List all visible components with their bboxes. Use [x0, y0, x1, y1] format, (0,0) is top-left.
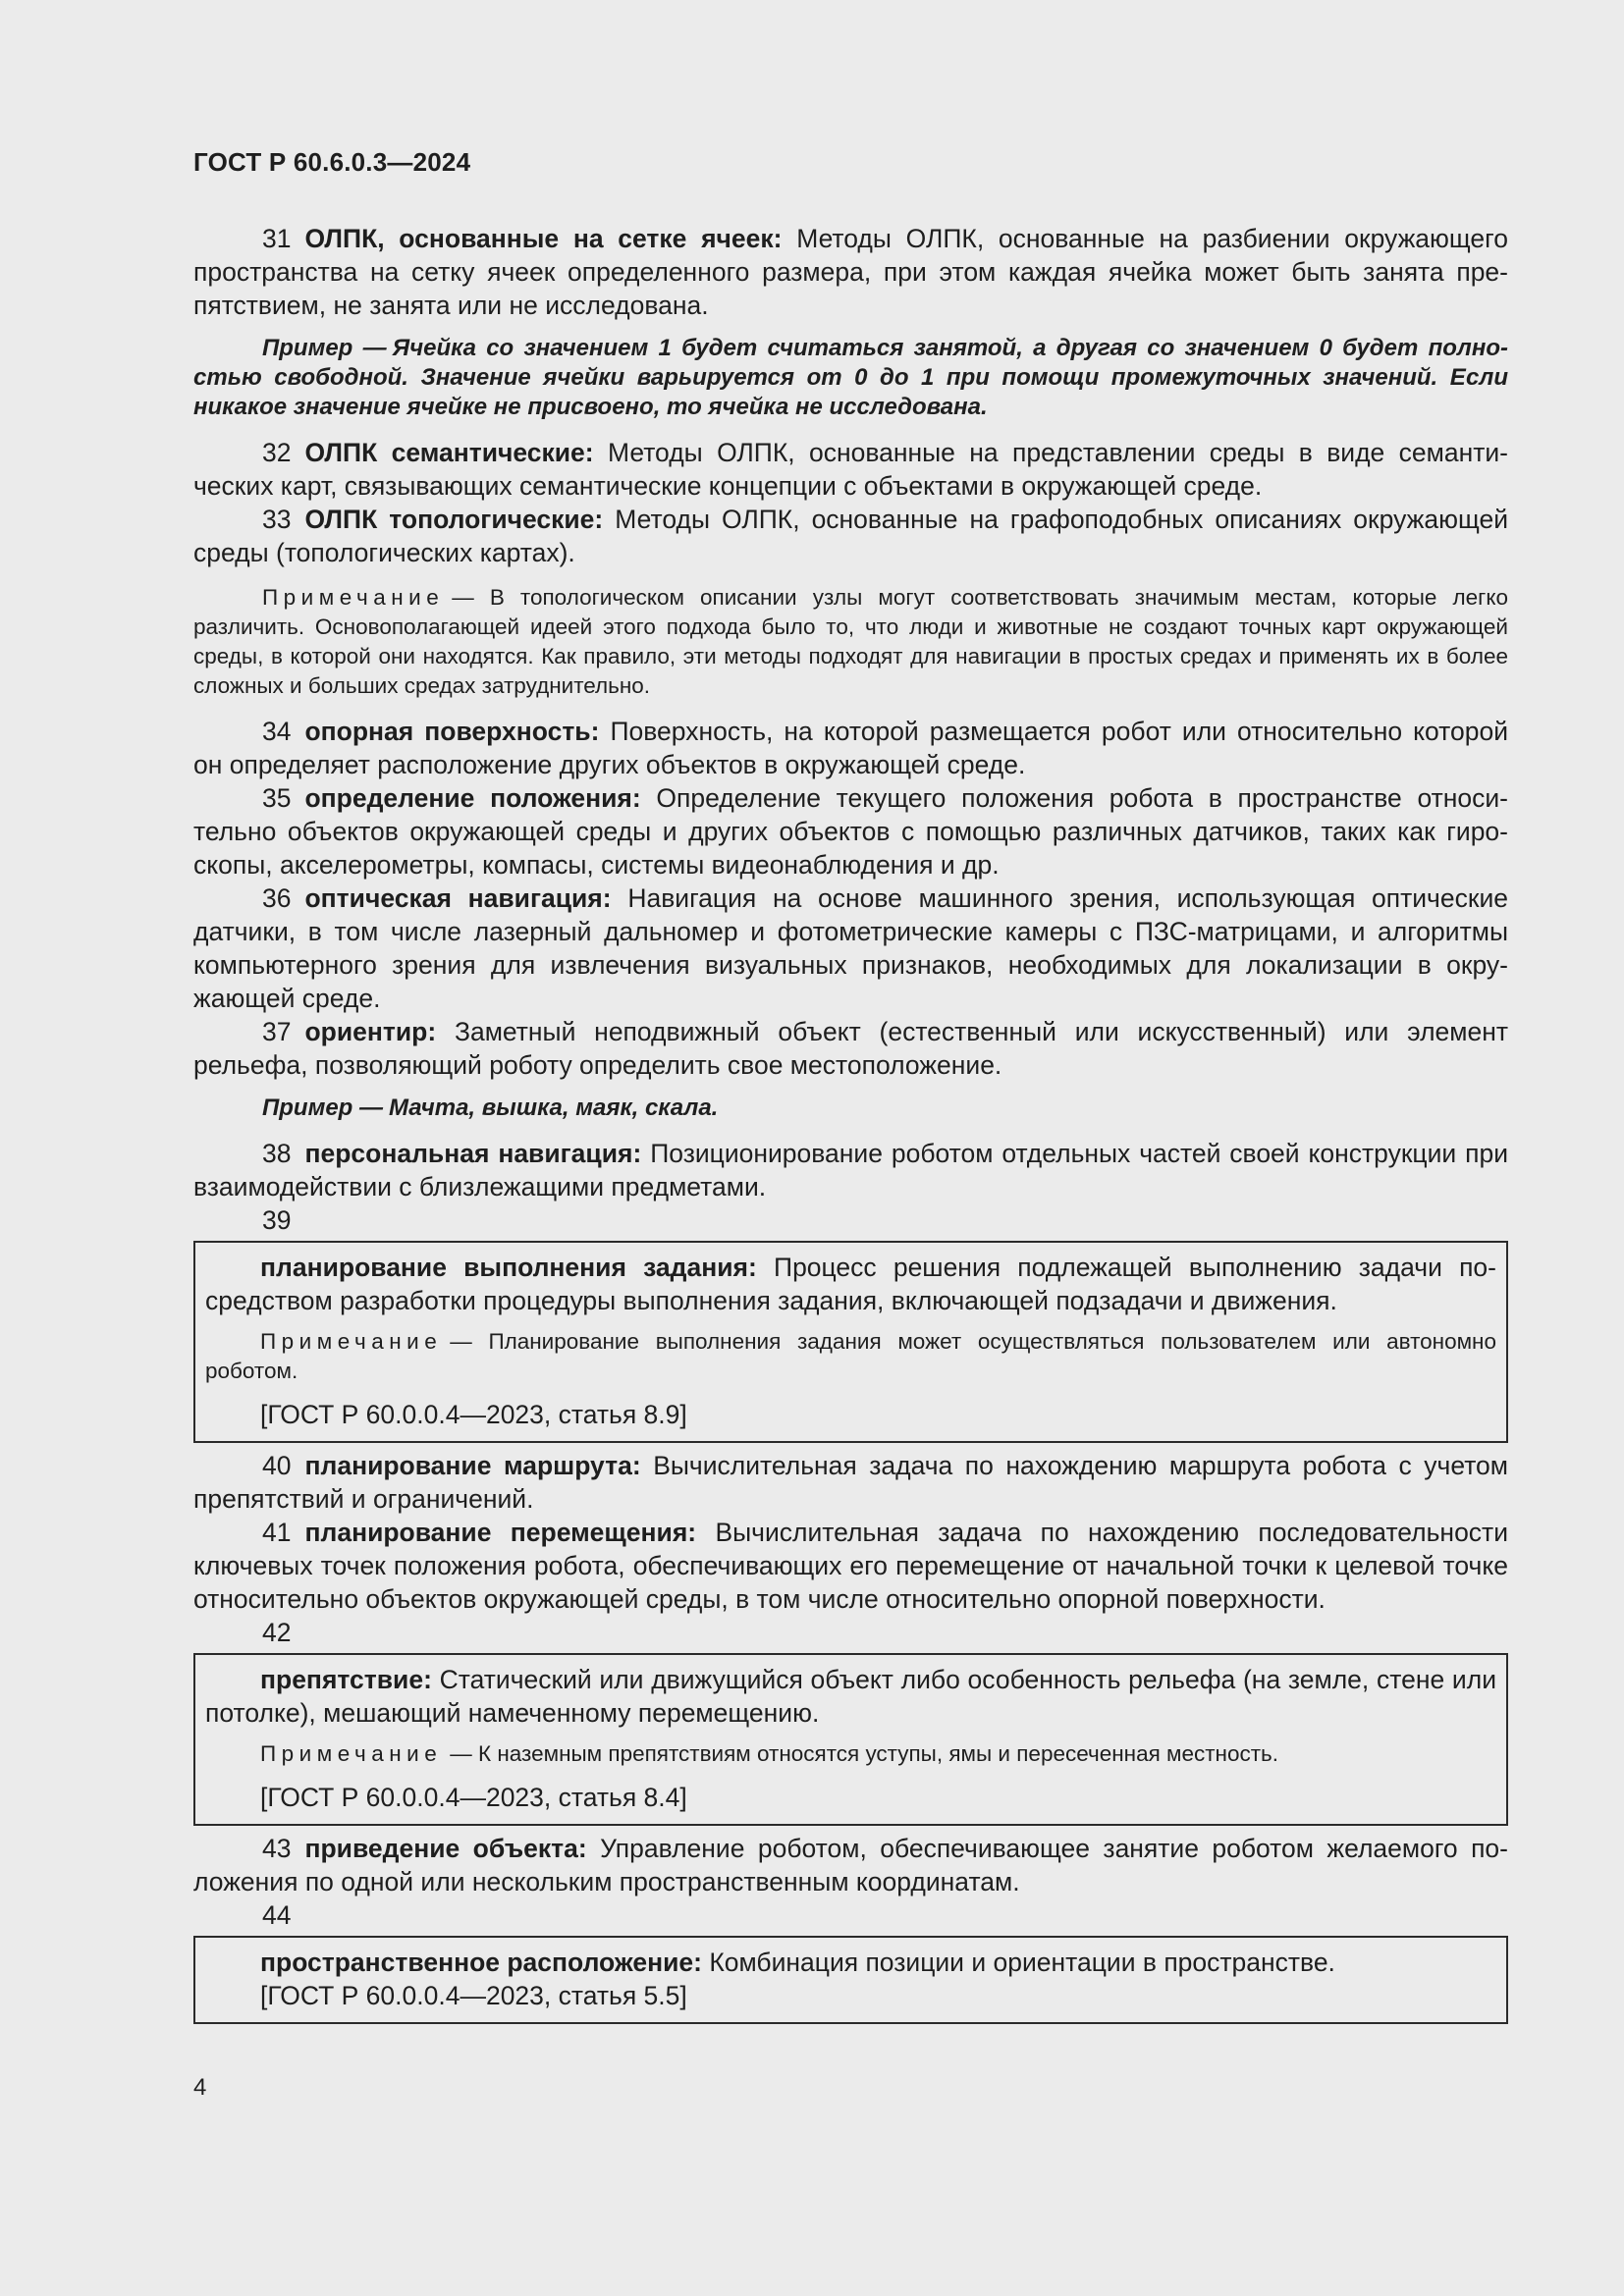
- entry-number: 33: [262, 505, 292, 534]
- entry-42-note: [205, 1739, 1496, 1769]
- entry-definition: Методы ОЛПК, основанные на разбиении окружающего пространства на сетку ячеек определенного размера, при этом каждая ячейка может быть занята препятствием, не занята или не исследована.: [193, 224, 1508, 320]
- entry-42-source: [ГОСТ Р 60.0.0.4—2023, статья 8.4]: [260, 1783, 687, 1812]
- entry-42: [205, 1663, 1496, 1730]
- entry-definition: Методы ОЛПК, основанные на представлении среды в виде семантических карт, связывающих семантические концепции с объектами в окружающей среде.: [193, 438, 1508, 501]
- note-label: Примечание: [260, 1329, 443, 1354]
- example-label: Пример —: [262, 335, 387, 361]
- entry-definition: Позиционирование роботом отдельных частей своей конструкции при взаимодействии с близлежащими предметами.: [193, 1139, 1509, 1201]
- entry-39: [205, 1251, 1496, 1317]
- note-text: — К наземным препятствиям относятся уступы, ямы и пересеченная местность.: [450, 1741, 1279, 1766]
- entry-39-note: [205, 1327, 1496, 1386]
- entry-term: приведение объекта:: [304, 1834, 587, 1863]
- entry-number: 34: [262, 717, 292, 746]
- entry-term: планирование маршрута:: [304, 1451, 641, 1480]
- entry-44-source: [ГОСТ Р 60.0.0.4—2023, статья 5.5]: [260, 1981, 687, 2010]
- entry-39-number: 39: [262, 1205, 292, 1235]
- entry-definition: Вычислительная задача по нахождению последовательности ключевых точек положения робота, обеспечивающих его перемещение от начальной точки к целевой точке относительно объектов окружающей среды, в том числе относительно опорной поверхности.: [193, 1518, 1508, 1614]
- document-header: ГОСТ Р 60.6.0.3—2024: [193, 147, 471, 177]
- entry-41: [193, 1516, 1508, 1616]
- document-body: [193, 222, 1508, 2030]
- entry-number: 36: [262, 883, 292, 913]
- example-text: Ячейка со значением 1 будет считаться занятой, а другая со значением 0 будет полностью свободной. Значение ячейки варьируется от 0 до 1 при помощи промежуточных значений. Если никакое значение ячейке не присвоено, то ячейка не исследована.: [193, 335, 1508, 420]
- entry-number: 37: [262, 1017, 292, 1046]
- entry-39-box: [193, 1241, 1508, 1443]
- entry-44-box: [193, 1936, 1508, 2024]
- entry-definition: Заметный неподвижный объект (естественный или искусственный) или элемент рельефа, позволяющий роботу определить свое местоположение.: [193, 1017, 1508, 1080]
- note-label: Примечание: [262, 585, 445, 610]
- entry-33: [193, 503, 1508, 569]
- entry-number: 32: [262, 438, 292, 467]
- entry-36: [193, 881, 1508, 1015]
- entry-38: [193, 1137, 1508, 1203]
- entry-35: [193, 781, 1508, 881]
- entry-definition: Комбинация позиции и ориентации в пространстве.: [709, 1948, 1335, 1977]
- entry-33-note: [193, 583, 1508, 701]
- entry-definition: Навигация на основе машинного зрения, использующая оптические датчики, в том числе лазерный дальномер и фотометрические камеры с ПЗС-матрицами, и алгоритмы компьютерного зрения для извлечения визуальных признаков, необходимых для локализации в окружающей среде.: [193, 883, 1508, 1013]
- entry-term: ОЛПК семантические:: [304, 438, 594, 467]
- entry-term: опорная поверхность:: [304, 717, 600, 746]
- entry-definition: Методы ОЛПК, основанные на графоподобных описаниях окружающей среды (топологических картах).: [193, 505, 1509, 567]
- entry-definition: Определение текущего положения робота в пространстве относительно объектов окружающей среды и других объектов с помощью различных датчиков, таких как гироскопы, акселерометры, компасы, системы видеонаблюдения и др.: [193, 783, 1508, 880]
- entry-number: 41: [262, 1518, 292, 1547]
- entry-term: персональная навигация:: [304, 1139, 642, 1168]
- page-number: 4: [193, 2074, 207, 2101]
- entry-number: 31: [262, 224, 292, 253]
- note-label: Примечание: [260, 1741, 443, 1766]
- entry-32: [193, 436, 1508, 503]
- entry-43: [193, 1832, 1508, 1898]
- entry-term: препятствие:: [260, 1665, 432, 1694]
- entry-31-example: [193, 334, 1508, 422]
- example-text: Мачта, вышка, маяк, скала.: [389, 1095, 719, 1121]
- entry-definition: Статический или движущийся объект либо особенность рельефа (на земле, стене или потолке), мешающий намеченному перемещению.: [205, 1665, 1496, 1728]
- entry-number: 35: [262, 783, 292, 813]
- entry-term: планирование перемещения:: [304, 1518, 697, 1547]
- entry-definition: Процесс решения подлежащей выполнению задачи посредством разработки процедуры выполнения задания, включающей подзадачи и движения.: [205, 1253, 1496, 1315]
- entry-44: [205, 1946, 1496, 1979]
- entry-34: [193, 715, 1508, 781]
- entry-definition: Поверхность, на которой размещается робот или относительно которой он определяет расположение других объектов в окружающей среде.: [193, 717, 1508, 779]
- entry-42-number: 42: [262, 1618, 292, 1647]
- entry-31: [193, 222, 1508, 322]
- entry-number: 43: [262, 1834, 292, 1863]
- entry-term: ОЛПК топологические:: [304, 505, 604, 534]
- entry-term: определение положения:: [304, 783, 641, 813]
- entry-40: [193, 1449, 1508, 1516]
- entry-number: 40: [262, 1451, 292, 1480]
- entry-term: планирование выполнения задания:: [260, 1253, 757, 1282]
- entry-term: ОЛПК, основанные на сетке ячеек:: [304, 224, 783, 253]
- entry-term: ориентир:: [304, 1017, 437, 1046]
- note-text: — В топологическом описании узлы могут соответствовать значимым местам, которые легко различить. Основополагающей идеей этого подхода было то, что люди и животные не создают точных карт окружающей среды, в которой они находятся. Как правило, эти методы подходят для навигации в простых средах и применять их в более сложных и больших средах затруднительно.: [193, 585, 1508, 698]
- entry-37-example: [193, 1094, 1508, 1123]
- example-label: Пример —: [262, 1095, 384, 1121]
- entry-37: [193, 1015, 1508, 1082]
- entry-definition: Управление роботом, обеспечивающее занятие роботом желаемого положения по одной или нескольким пространственным координатам.: [193, 1834, 1508, 1896]
- entry-44-number: 44: [262, 1900, 292, 1930]
- entry-definition: Вычислительная задача по нахождению маршрута робота с учетом препятствий и ограничений.: [193, 1451, 1508, 1514]
- entry-42-box: [193, 1653, 1508, 1826]
- entry-term: оптическая навигация:: [304, 883, 612, 913]
- entry-number: 38: [262, 1139, 292, 1168]
- entry-term: пространственное расположение:: [260, 1948, 702, 1977]
- note-text: — Планирование выполнения задания может осуществляться пользователем или автономно роботом.: [205, 1329, 1496, 1383]
- entry-39-source: [ГОСТ Р 60.0.0.4—2023, статья 8.9]: [260, 1400, 687, 1429]
